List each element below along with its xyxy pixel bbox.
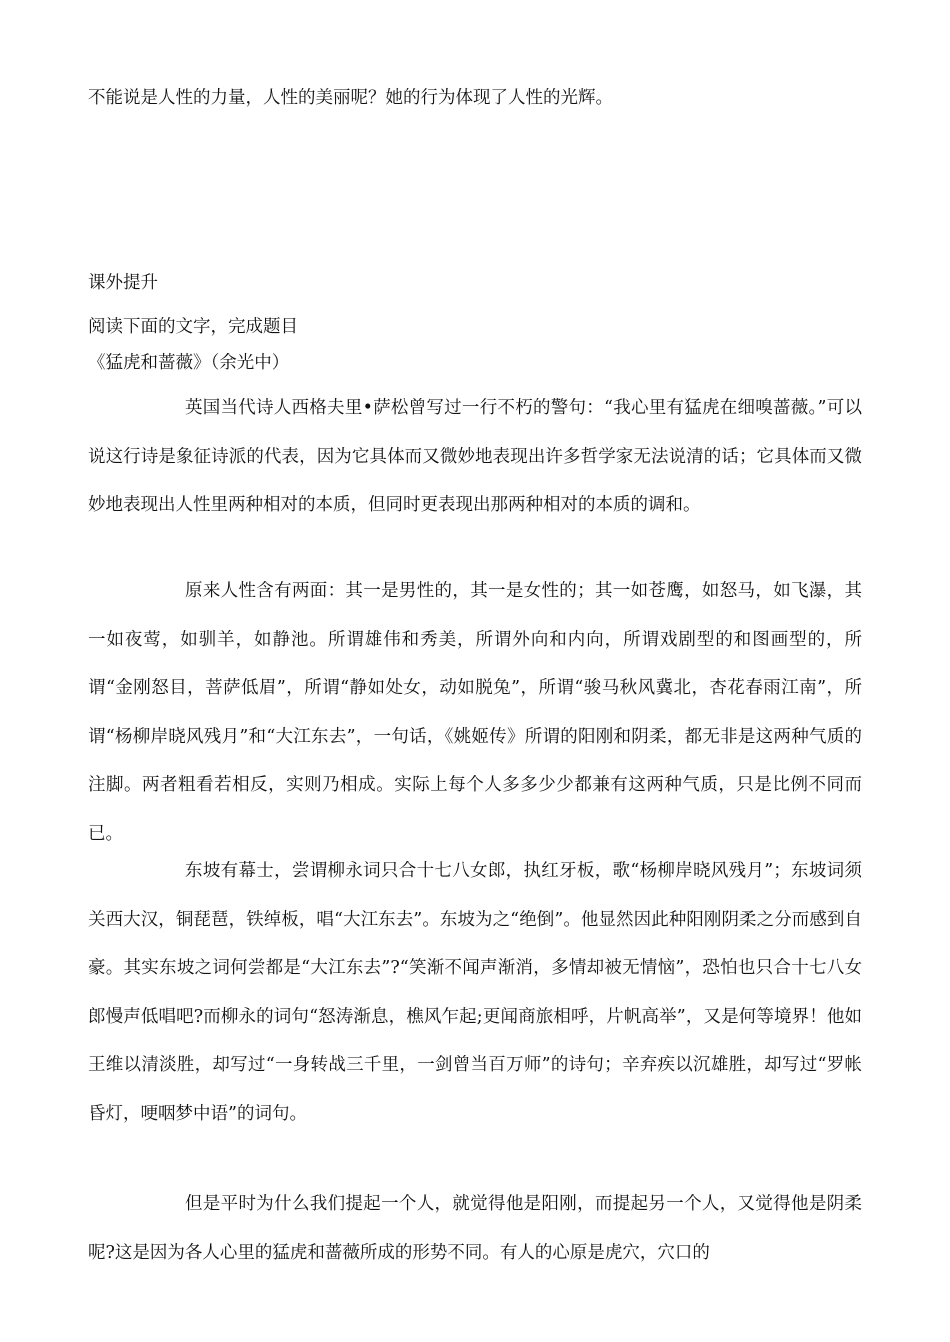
continuation-line: 不能说是人性的力量，人性的美丽呢？她的行为体现了人性的光辉。 — [88, 88, 613, 108]
instruction-line: 阅读下面的文字，完成题目 — [88, 317, 298, 337]
paragraph-3: 东坡有幕士，尝谓柳永词只合十七八女郎，执红牙板，歌“杨柳岸晓风残月”；东坡词须关西大汉，铜琵琶，铁绰板，唱“大江东去”。东坡为之“绝倒”。他显然因此种阳刚阴柔之分而感到自豪。其实东坡之词何尝都是“大江东去”?“笑渐不闻声渐消，多情却被无情恼”，恐怕也只合十七八女郎慢声低唱吧?而柳永的词句“怒涛渐息，樵风乍起;更闻商旅相呼，片帆高举”，又是何等境界！他如王维以清淡胜，却写过“一身转战三千里，一剑曾当百万师”的诗句；辛弃疾以沉雄胜，却写过“罗帐昏灯，哽咽梦中语”的词句。 — [88, 861, 862, 1124]
work-title: 《猛虎和蔷薇》（余光中） — [88, 353, 290, 373]
section-title: 课外提升 — [88, 273, 158, 293]
paragraph-1: 英国当代诗人西格夫里•萨松曾写过一行不朽的警句：“我心里有猛虎在细嗅蔷薇。”可以说这行诗是象征诗派的代表，因为它具体而又微妙地表现出许多哲学家无法说清的话；它具体而又微妙地表现出人性里两种相对的本质，但同时更表现出那两种相对的本质的调和。 — [88, 398, 862, 516]
paragraph-4: 但是平时为什么我们提起一个人，就觉得他是阳刚，而提起另一个人，又觉得他是阴柔呢?这是因为各人心里的猛虎和蔷薇所成的形势不同。有人的心原是虎穴，穴口的 — [88, 1194, 862, 1263]
paragraph-2: 原来人性含有两面：其一是男性的，其一是女性的；其一如苍鹰，如怒马，如飞瀑，其一如夜莺，如驯羊，如静池。所谓雄伟和秀美，所谓外向和内向，所谓戏剧型的和图画型的，所谓“金刚怒目，菩萨低眉”，所谓“静如处女，动如脱兔”，所谓“骏马秋风冀北，杏花春雨江南”，所谓“杨柳岸晓风残月”和“大江东去”，一句话，《姚姬传》所谓的阳刚和阴柔，都无非是这两种气质的注脚。两者粗看若相反，实则乃相成。实际上每个人多多少少都兼有这两种气质，只是比例不同而已。 — [88, 581, 862, 844]
